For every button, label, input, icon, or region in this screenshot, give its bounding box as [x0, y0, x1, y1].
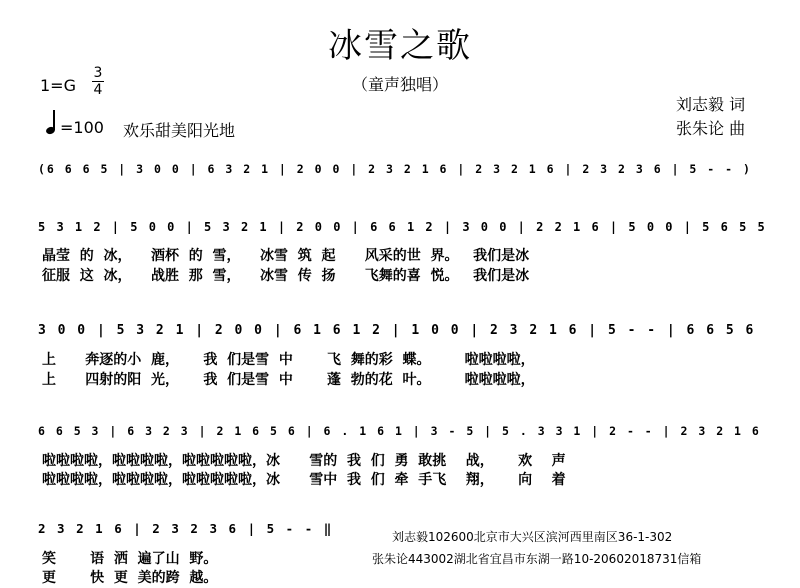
notation-line: 2 3 2 1 6 | 2 3 2 3 6 | 5 - - ‖: [38, 521, 334, 536]
quarter-note-head: [45, 126, 56, 136]
lyric-line: 笑 语 洒 遍了山 野。: [42, 551, 218, 567]
score-system-3: [38, 316, 770, 346]
score-system-2: [38, 212, 770, 242]
lyricist-address: 刘志毅102600北京市大兴区滨河西里南区36-1-302: [392, 530, 673, 544]
lyric-line: 啦啦啦啦，啦啦啦啦，啦啦啦啦啦，冰 雪中 我 们 牵 手飞 翔， 向 着: [42, 472, 566, 488]
score-system-5: [38, 514, 338, 544]
score-system-1: [38, 154, 770, 184]
composer-credit: 张朱论 曲: [676, 119, 746, 138]
time-numerator: 3: [93, 65, 103, 81]
song-subtitle: （童声独唱）: [351, 75, 448, 94]
lyric-line: 上 奔逐的小 鹿， 我 们是雪 中 飞 舞的彩 蝶。 啦啦啦啦，: [42, 352, 535, 368]
composer-address: 张朱论443002湖北省宜昌市东湖一路10-20602018731信箱: [372, 552, 702, 566]
key-signature: 1=G: [40, 76, 76, 95]
expression-mark: 欢乐甜美阳光地: [123, 121, 236, 140]
tempo-mark: =100: [60, 118, 104, 137]
lyric-line: 征服 这 冰， 战胜 那 雪， 冰雪 传 扬 飞舞的喜 悦。 我们是冰: [42, 268, 530, 284]
time-signature: [92, 66, 104, 97]
notation-line: 6 6 5 3 | 6 3 2 3 | 2 1 6 5 6 | 6 . 1 6 1 | 3 - 5 | 5 . 3 3 1 | 2 - - | 2 3 2 1 6: [38, 424, 761, 438]
lyric-line: 啦啦啦啦，啦啦啦啦，啦啦啦啦啦，冰 雪的 我 们 勇 敢挑 战， 欢 声: [42, 453, 566, 469]
lyric-line: 上 四射的阳 光， 我 们是雪 中 蓬 勃的花 叶。 啦啦啦啦，: [42, 372, 535, 388]
lyric-line: 更 快 更 美的跨 越。: [42, 570, 218, 586]
time-denominator: 4: [93, 82, 103, 98]
song-title: 冰雪之歌: [328, 26, 472, 66]
lyric-line: 晶莹 的 冰， 酒杯 的 雪， 冰雪 筑 起 风采的世 界。 我们是冰: [42, 248, 530, 264]
notation-line: 3 0 0 | 5 3 2 1 | 2 0 0 | 6 1 6 1 2 | 1 0 0 | 2 3 2 1 6 | 5 - - | 6 6 5 6: [38, 323, 756, 338]
notation-line: (6 6 6 5 | 3 0 0 | 6 3 2 1 | 2 0 0 | 2 3 2 1 6 | 2 3 2 1 6 | 2 3 2 3 6 | 5 - - ): [38, 162, 752, 176]
score-system-4: [38, 416, 770, 446]
lyricist-credit: 刘志毅 词: [676, 95, 746, 114]
notation-line: 5 3 1 2 | 5 0 0 | 5 3 2 1 | 2 0 0 | 6 6 1 2 | 3 0 0 | 2 2 1 6 | 5 0 0 | 5 6 5 5: [38, 220, 767, 234]
